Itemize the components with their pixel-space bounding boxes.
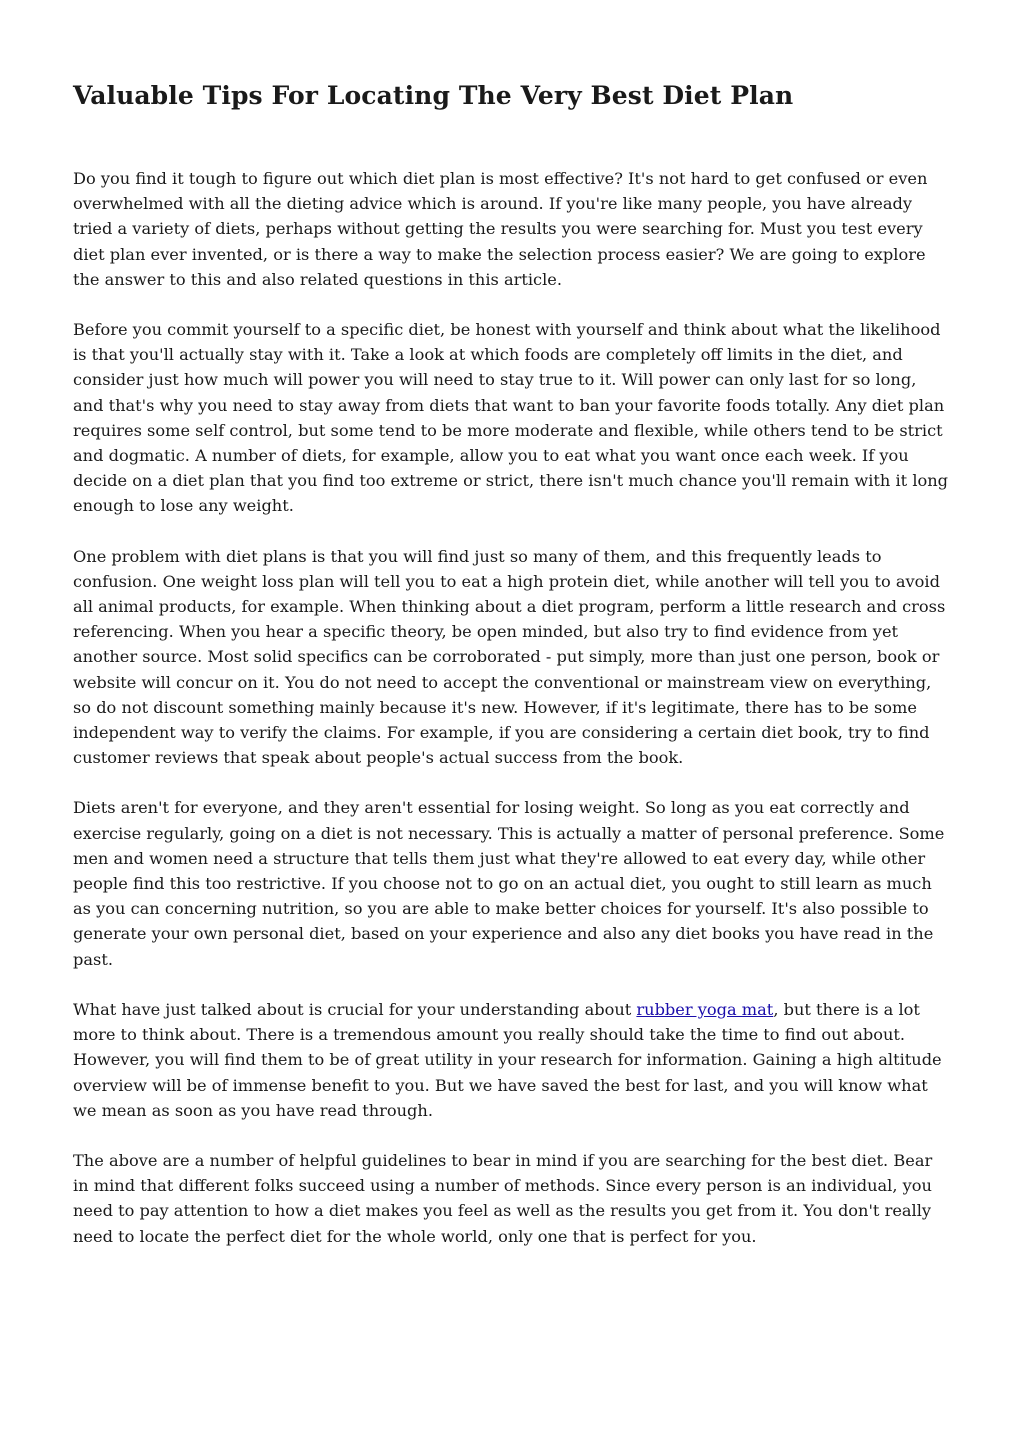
paragraph-commitment: Before you commit yourself to a specific diet, be honest with yourself and think about what the likelihood is that you'll actually stay with it. Take a look at which foods are completely off limits in the diet, and consider just how much will power you will need to stay true to it. Will power can only last for so long, and that's why you need to stay away from diets that want to ban your favorite foods totally. Any diet plan requires some self control, but some tend to be more moderate and flexible, while others tend to be strict and dogmatic. A number of diets, for example, allow you to eat what you want once each week. If you decide on a diet plan that you find too extreme or strict, there isn't much chance you'll remain with it long enough to lose any weight. [73, 320, 949, 516]
page-title: Valuable Tips For Locating The Very Best Diet Plan [73, 81, 794, 110]
rubber-yoga-mat-link[interactable]: rubber yoga mat [636, 999, 774, 1019]
link-paragraph-after: , but there is a lot more to think about. There is a tremendous amount you really should take the time to find out about. However, you will find them to be of great utility in your research for information. Gaining a high altitude overview will be of immense benefit to you. But we have saved the best for last, and you will know what we mean as soon as you have read through. [73, 999, 942, 1120]
link-paragraph-before: What have just talked about is crucial for your understanding about [73, 999, 637, 1019]
paragraph-closing: The above are a number of helpful guidelines to bear in mind if you are searching for the best diet. Bear in mind that different folks succeed using a number of methods. Since every person is an individual, you need to pay attention to how a diet makes you feel as well as the results you get from it. You don't really need to locate the perfect diet for the whole world, only one that is perfect for you. [73, 1150, 933, 1246]
paragraph-intro: Do you find it tough to figure out which diet plan is most effective? It's not hard to get confused or even overwhelmed with all the dieting advice which is around. If you're like many people, you have already tried a variety of diets, perhaps without getting the results you were searching for. Must you test every diet plan ever invented, or is there a way to make the selection process easier? We are going to explore the answer to this and also related questions in this article. [73, 169, 928, 289]
paragraph-preference: Diets aren't for everyone, and they aren't essential for losing weight. So long as you eat correctly and exercise regularly, going on a diet is not necessary. This is actually a matter of personal preference. Some men and women need a structure that tells them just what they're allowed to eat every day, while other people find this too restrictive. If you choose not to go on an actual diet, you ought to still learn as much as you can concerning nutrition, so you are able to make better choices for yourself. It's also possible to generate your own personal diet, based on your experience and also any diet books you have read in the past. [73, 798, 945, 969]
paragraph-with-link [73, 997, 949, 1123]
paragraph-confusion: One problem with diet plans is that you will find just so many of them, and this frequently leads to confusion. One weight loss plan will tell you to eat a high protein diet, while another will tell you to avoid all animal products, for example. When thinking about a diet program, perform a little research and cross referencing. When you hear a specific theory, be open minded, but also try to find evidence from yet another source. Most solid specifics can be corroborated - put simply, more than just one person, book or website will concur on it. You do not need to accept the conventional or mainstream view on everything, so do not discount something mainly because it's new. However, if it's legitimate, there has to be some independent way to verify the claims. For example, if you are considering a certain diet book, try to find customer reviews that speak about people's actual success from the book. [73, 546, 946, 768]
document-page [73, 78, 949, 1274]
